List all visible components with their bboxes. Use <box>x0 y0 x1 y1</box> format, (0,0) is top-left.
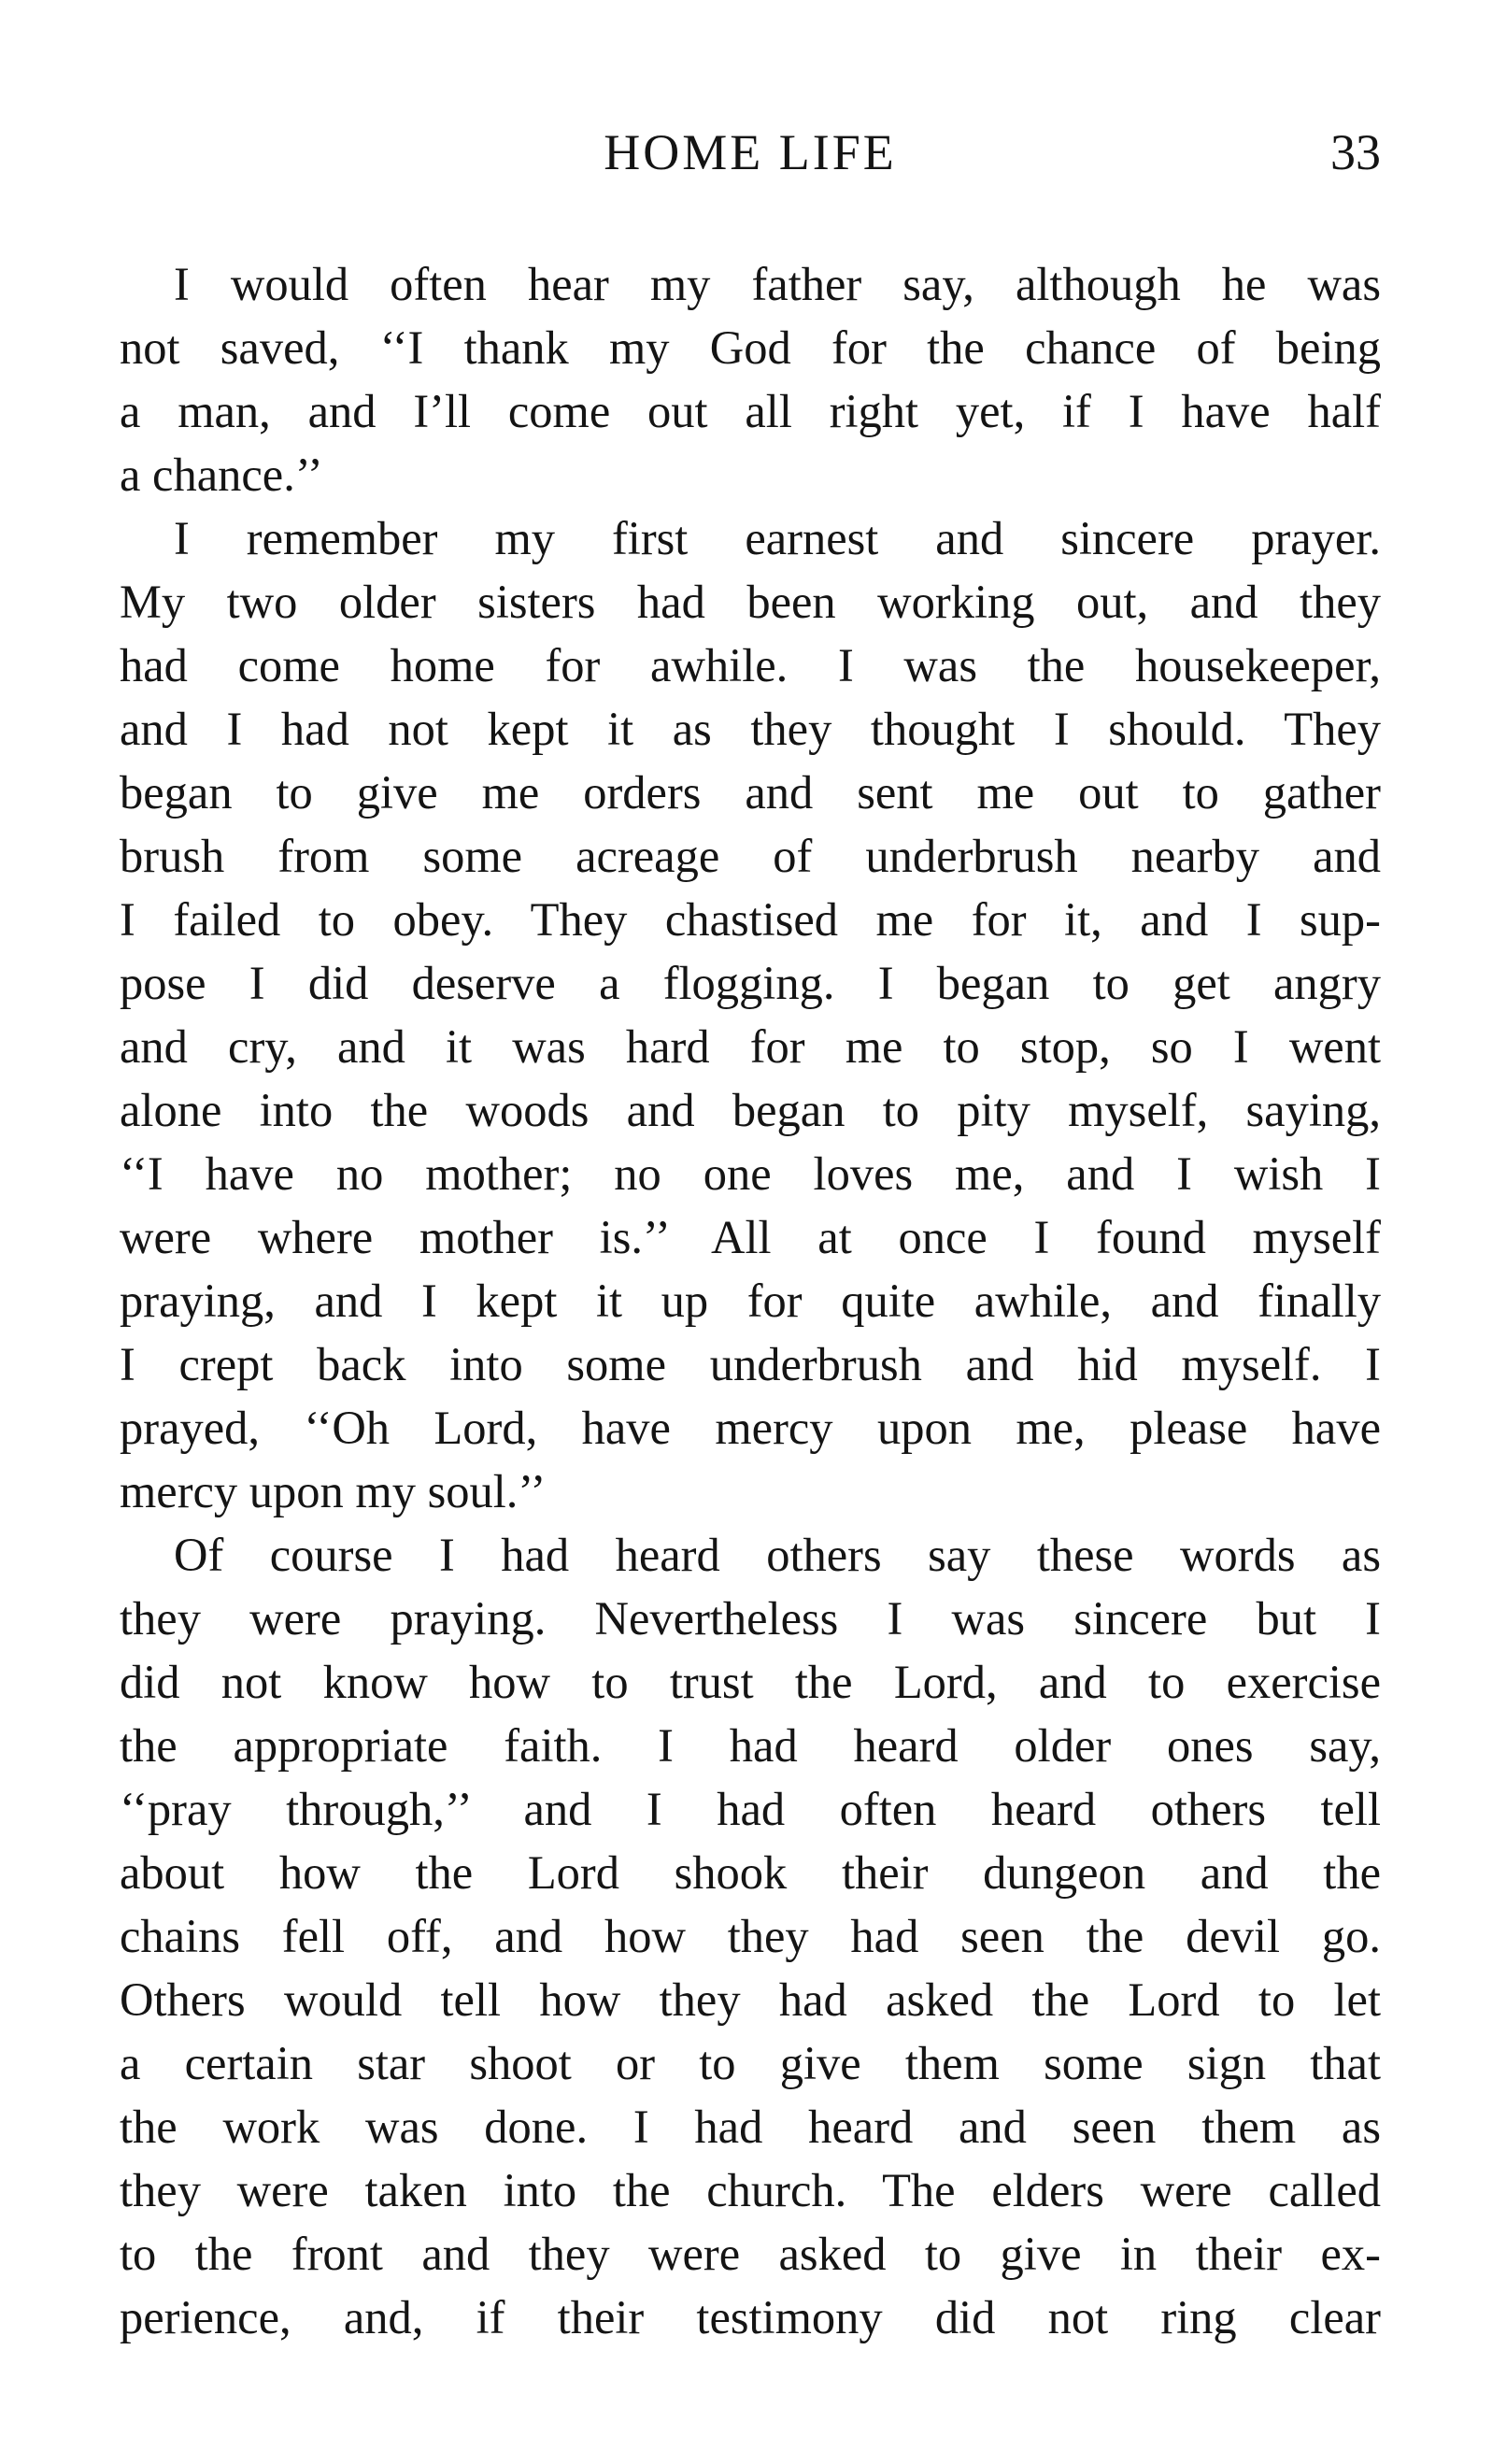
running-head: HOME LIFE <box>604 124 897 180</box>
text-line: I crept back into some underbrush and hid myself. I <box>120 1338 1381 1390</box>
text-line: ‘‘I have no mother; no one loves me, and I wish I <box>120 1147 1381 1200</box>
page-number: 33 <box>1330 124 1381 180</box>
text-line: not saved, ‘‘I thank my God for the chance of being <box>120 321 1381 374</box>
text-line: began to give me orders and sent me out to gather <box>120 766 1381 819</box>
text-line: praying, and I kept it up for quite awhile, and finally <box>120 1275 1381 1327</box>
text-line: and I had not kept it as they thought I should. They <box>120 703 1381 755</box>
text-line: chains fell off, and how they had seen the devil go. <box>120 1910 1381 1962</box>
text-line: a certain star shoot or to give them some sign that <box>120 2037 1381 2089</box>
text-line: they were praying. Nevertheless I was sincere but I <box>120 1592 1381 1645</box>
text-line: pose I did deserve a flogging. I began to get angry <box>120 957 1381 1009</box>
paragraph <box>120 252 1381 506</box>
text-line: were where mother is.’’ All at once I found myself <box>120 1211 1381 1263</box>
paragraph <box>120 1523 1381 2349</box>
text-line: My two older sisters had been working out, and they <box>120 576 1381 628</box>
text-line: brush from some acreage of underbrush nearby and <box>120 830 1381 882</box>
text-line: to the front and they were asked to give in their ex- <box>120 2228 1381 2280</box>
paragraph <box>120 506 1381 1523</box>
text-line: Others would tell how they had asked the Lord to let <box>120 1973 1381 2026</box>
text-line: a chance.’’ <box>120 449 323 501</box>
text-line: prayed, ‘‘Oh Lord, have mercy upon me, please have <box>120 1402 1381 1454</box>
page-header <box>120 120 1381 185</box>
text-line: I remember my first earnest and sincere prayer. <box>174 512 1381 564</box>
text-line: had come home for awhile. I was the housekeeper, <box>120 639 1381 691</box>
text-line: perience, and, if their testimony did not ring clear <box>120 2291 1381 2343</box>
text-line: alone into the woods and began to pity myself, saying, <box>120 1084 1381 1136</box>
text-line: and cry, and it was hard for me to stop, so I went <box>120 1020 1381 1073</box>
text-line: I would often hear my father say, although he was <box>174 258 1381 310</box>
text-line: Of course I had heard others say these words as <box>174 1529 1381 1581</box>
body-text <box>120 252 1381 2349</box>
text-line: about how the Lord shook their dungeon and the <box>120 1846 1381 1899</box>
text-line: they were taken into the church. The elders were called <box>120 2164 1381 2216</box>
text-line: the appropriate faith. I had heard older ones say, <box>120 1719 1381 1772</box>
text-line: the work was done. I had heard and seen them as <box>120 2101 1381 2153</box>
text-line: a man, and I’ll come out all right yet, if I have half <box>120 385 1381 437</box>
text-line: mercy upon my soul.’’ <box>120 1465 547 1517</box>
text-line: did not know how to trust the Lord, and to exercise <box>120 1656 1381 1708</box>
text-line: I failed to obey. They chastised me for it, and I sup- <box>120 893 1381 946</box>
text-line: ‘‘pray through,’’ and I had often heard others tell <box>120 1783 1381 1835</box>
